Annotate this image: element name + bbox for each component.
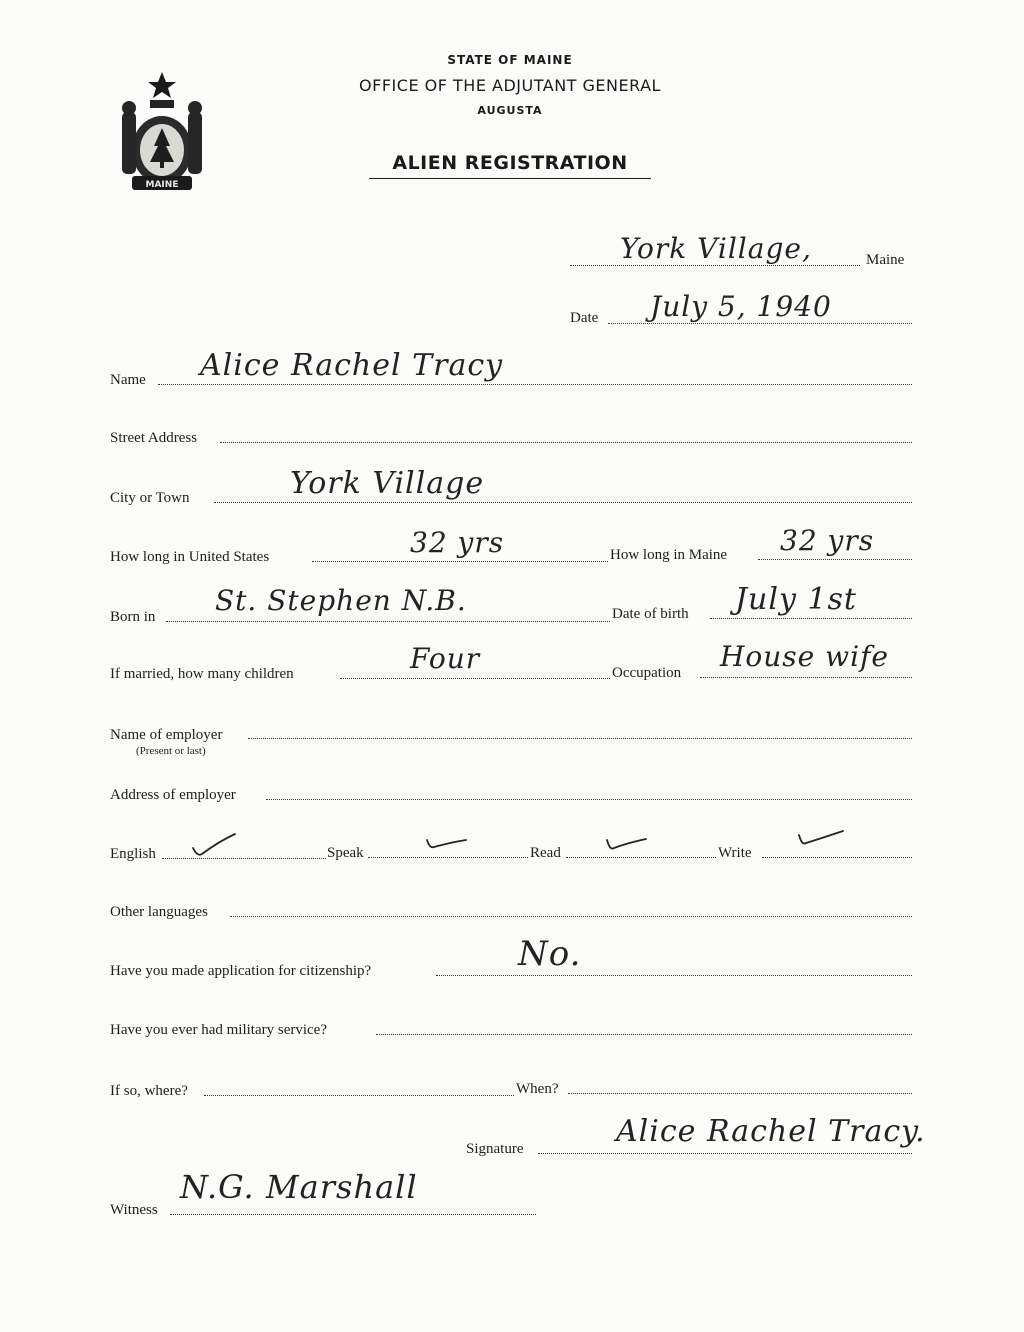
employer-note: (Present or last) — [136, 745, 206, 757]
english-line — [162, 858, 326, 859]
name-entry: Alice Rachel Tracy — [200, 348, 504, 383]
title-underline — [369, 178, 651, 179]
employer-line — [248, 738, 912, 739]
state-suffix-label: Maine — [866, 252, 905, 268]
header-state: STATE OF MAINE — [447, 53, 573, 67]
write-line — [762, 857, 912, 858]
if-so-where-label: If so, where? — [110, 1083, 188, 1099]
occupation-entry: House wife — [720, 640, 890, 673]
write-check-icon — [796, 826, 846, 854]
header-city: AUGUSTA — [477, 104, 543, 117]
speak-line — [368, 857, 528, 858]
signature-entry: Alice Rachel Tracy. — [616, 1114, 926, 1149]
employer-address-line — [266, 799, 912, 800]
employer-label: Name of employer — [110, 727, 223, 743]
maine-state-seal — [112, 68, 212, 194]
citizenship-line — [436, 975, 912, 976]
military-line — [376, 1034, 912, 1035]
military-label: Have you ever had military service? — [110, 1022, 327, 1038]
born-in-line — [166, 621, 610, 622]
how-long-maine-line — [758, 559, 912, 560]
how-long-maine-label: How long in Maine — [610, 547, 728, 563]
employer-address-label: Address of employer — [110, 787, 236, 803]
street-label: Street Address — [110, 430, 198, 446]
when-line — [568, 1093, 912, 1094]
how-long-us-line — [312, 561, 608, 562]
city-line — [214, 502, 912, 503]
read-line — [566, 857, 716, 858]
date-of-birth-line — [710, 618, 912, 619]
speak-check-icon — [424, 832, 468, 856]
date-entry: July 5, 1940 — [650, 290, 832, 323]
town-entry: York Village, — [620, 232, 812, 265]
header-office: OFFICE OF THE ADJUTANT GENERAL — [359, 76, 661, 95]
date-of-birth-entry: July 1st — [735, 582, 857, 617]
children-label: If married, how many children — [110, 666, 294, 682]
occupation-line — [700, 677, 912, 678]
where-line — [204, 1095, 514, 1096]
english-check-icon — [190, 830, 238, 860]
born-in-label: Born in — [110, 609, 156, 625]
name-label: Name — [110, 372, 146, 388]
form-title: ALIEN REGISTRATION — [392, 152, 628, 174]
when-label: When? — [516, 1081, 559, 1097]
how-long-us-label: How long in United States — [110, 549, 270, 565]
town-line — [570, 265, 860, 266]
date-of-birth-label: Date of birth — [612, 606, 689, 622]
english-label: English — [110, 846, 156, 862]
write-label: Write — [718, 845, 752, 861]
other-languages-label: Other languages — [110, 904, 208, 920]
date-label: Date — [570, 310, 599, 326]
read-label: Read — [530, 845, 561, 861]
city-entry: York Village — [290, 466, 485, 501]
citizenship-entry: No. — [518, 934, 582, 974]
how-long-us-entry: 32 yrs — [410, 526, 505, 559]
city-label: City or Town — [110, 490, 190, 506]
signature-line — [538, 1153, 912, 1154]
read-check-icon — [604, 832, 648, 856]
speak-label: Speak — [327, 845, 364, 861]
date-line — [608, 323, 912, 324]
children-line — [340, 678, 610, 679]
name-line — [158, 384, 912, 385]
seal-text: MAINE — [145, 180, 179, 190]
witness-entry: N.G. Marshall — [180, 1168, 418, 1206]
occupation-label: Occupation — [612, 665, 682, 681]
born-in-entry: St. Stephen N.B. — [215, 584, 467, 617]
witness-line — [170, 1214, 536, 1215]
how-long-maine-entry: 32 yrs — [780, 524, 875, 557]
citizenship-label: Have you made application for citizenship? — [110, 963, 372, 979]
street-line — [220, 442, 912, 443]
other-languages-line — [230, 916, 912, 917]
witness-label: Witness — [110, 1202, 158, 1218]
signature-label: Signature — [466, 1141, 524, 1157]
children-entry: Four — [410, 642, 481, 675]
